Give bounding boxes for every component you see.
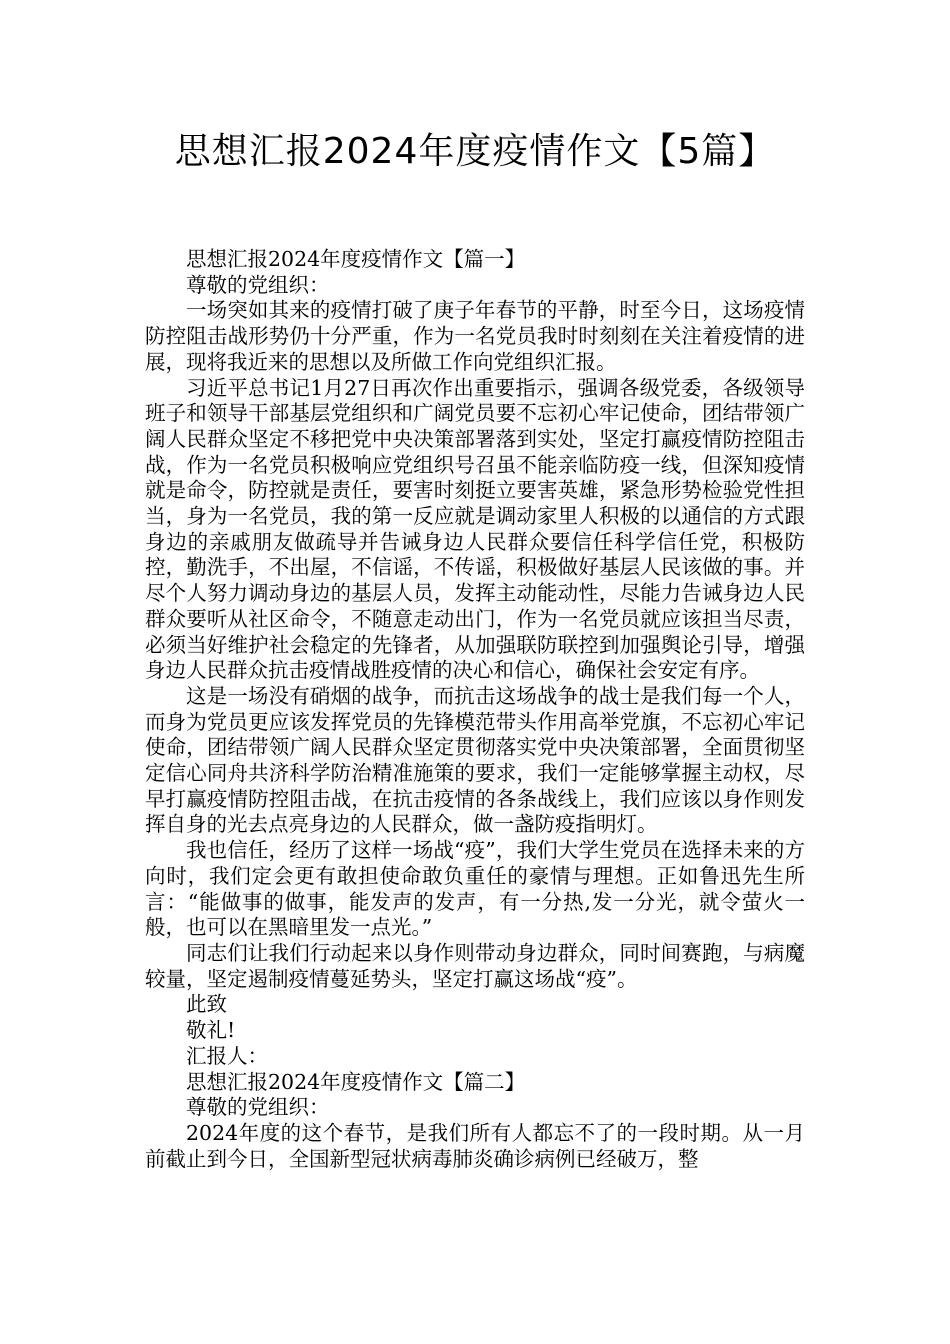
closing-line: 敬礼! [186,1018,236,1043]
closing-line: 此致 [186,992,227,1017]
body-paragraph: 这是一场没有硝烟的战争，而抗击这场战争的战士是我们每一个人，而身为党员更应该发挥党员的先锋模范带头作用高举党旗，不忘初心牢记使命，团结带领广阔人民群众坚定贯彻落实党中央决策部署，全面贯彻坚定信心同舟共济科学防治精准施策的要求，我们一定能够掌握主动权，尽早打赢疫情防控阻击战，在抗击疫情的各条战线上，我们应该以身作则发挥自身的光去点亮身边的人民群众，做一盏防疫指明灯。 [145,683,805,837]
document-title: 思想汇报2024年度疫情作文【5篇】 [174,131,776,172]
body-paragraph: 2024年度的这个春节，是我们所有人都忘不了的一段时期。从一月前截止到今日，全国新型冠状病毒肺炎确诊病例已经破万，整 [145,1120,805,1171]
body-paragraph: 习近平总书记1月27日再次作出重要指示，强调各级党委，各级领导班子和领导干部基层党组织和广阔党员要不忘初心牢记使命，团结带领广阔人民群众坚定不移把党中央决策部署落到实处，坚定打赢疫情防控阻击战，作为一名党员积极响应党组织号召虽不能亲临防疫一线，但深知疫情就是命令，防控就是责任，要害时刻挺立要害英雄，紧急形势检验党性担当，身为一名党员，我的第一反应就是调动家里人积极的以通信的方式跟身边的亲戚朋友做疏导并告诫身边人民群众要信任科学信任党，积极防控，勤洗手，不出屋，不信谣，不传谣，积极做好基层人民该做的事。并尽个人努力调动身边的基层人员，发挥主动能动性，尽能力告诫身边人民群众要听从社区命令，不随意走动出门，作为一名党员就应该担当尽责，必须当好维护社会稳定的先锋者，从加强联防联控到加强舆论引导，增强身边人民群众抗击疫情战胜疫情的决心和信心，确保社会安定有序。 [145,375,805,683]
section-heading-1: 思想汇报2024年度疫情作文【篇一】 [186,247,526,271]
signature-line: 汇报人： [186,1043,268,1068]
document-body [145,247,805,1172]
section-heading-2: 思想汇报2024年度疫情作文【篇二】 [186,1069,526,1094]
body-paragraph: 我也信任，经历了这样一场战“疫”，我们大学生党员在选择未来的方向时，我们定会更有敢担使命敢负重任的豪情与理想。正如鲁迅先生所言：“能做事的做事，能发声的发声，有一分热,发一分光，就令萤火一般，也可以在黑暗里发一点光。” [145,838,805,940]
salutation: 尊敬的党组织： [186,1095,330,1120]
salutation: 尊敬的党组织： [186,272,330,297]
body-paragraph: 一场突如其来的疫情打破了庚子年春节的平静，时至今日，这场疫情防控阻击战形势仍十分严重，作为一名党员我时时刻刻在关注着疫情的进展，现将我近来的思想以及所做工作向党组织汇报。 [145,298,805,374]
body-paragraph: 同志们让我们行动起来以身作则带动身边群众，同时间赛跑，与病魔较量，坚定遏制疫情蔓延势头，坚定打赢这场战“疫”。 [145,940,805,991]
